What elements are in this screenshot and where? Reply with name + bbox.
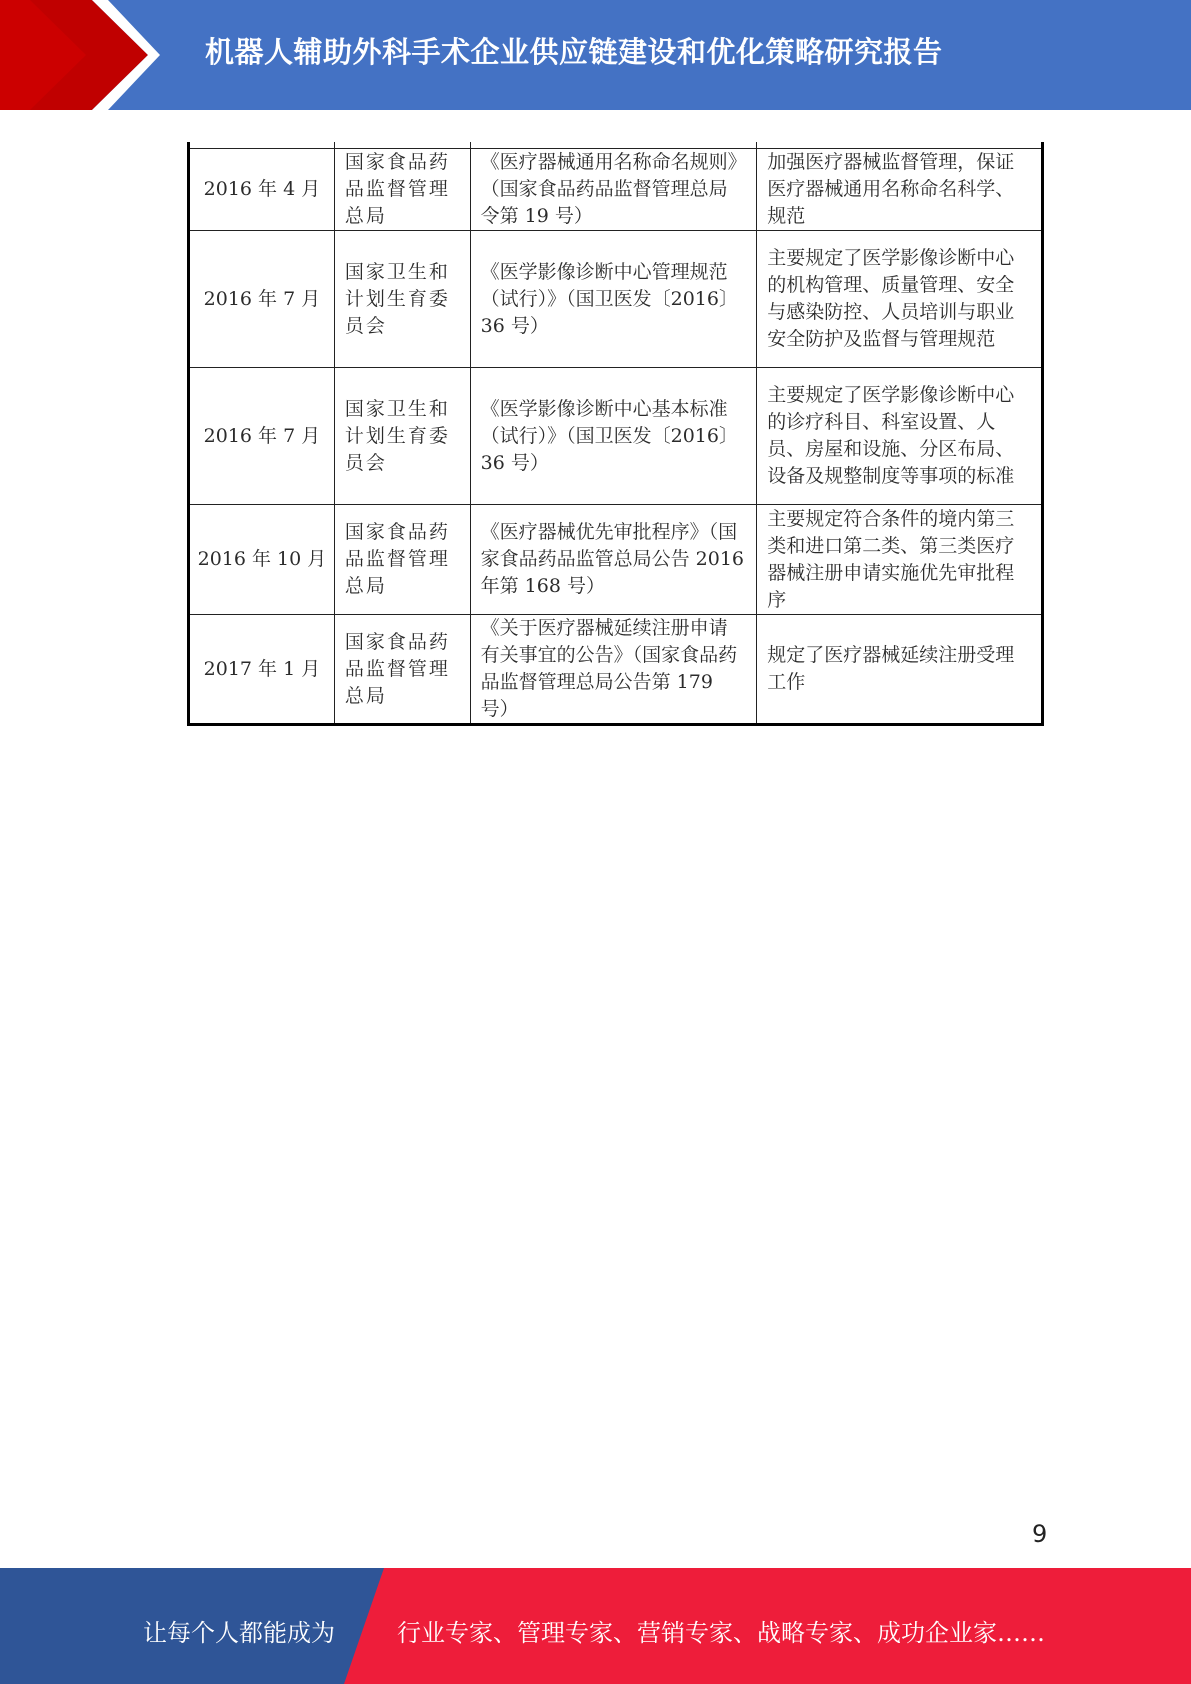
document-cell: 《医学影像诊断中心基本标准（试行）》（国卫医发〔2016〕36 号）	[470, 368, 757, 505]
table-row	[189, 149, 1043, 231]
table-row	[189, 505, 1043, 615]
date-cell: 2016 年 7 月	[189, 231, 335, 368]
description-cell: 主要规定符合条件的境内第三类和进口第二类、第三类医疗器械注册申请实施优先审批程序	[757, 505, 1043, 615]
department-cell: 国家卫生和计划生育委员会	[334, 231, 470, 368]
description-cell: 主要规定了医学影像诊断中心的诊疗科目、科室设置、人员、房屋和设施、分区布局、设备及规整制度等事项的标准	[757, 368, 1043, 505]
department-cell: 国家食品药品监督管理总局	[334, 505, 470, 615]
page-header	[0, 0, 1191, 110]
document-cell: 《关于医疗器械延续注册申请有关事宜的公告》（国家食品药品监督管理总局公告第 179 号）	[470, 615, 757, 725]
table-row	[189, 231, 1043, 368]
description-cell: 主要规定了医学影像诊断中心的机构管理、质量管理、安全与感染防控、人员培训与职业安全防护及监督与管理规范	[757, 231, 1043, 368]
date-cell: 2016 年 10 月	[189, 505, 335, 615]
description-cell: 加强医疗器械监督管理，保证医疗器械通用名称命名科学、规范	[757, 149, 1043, 231]
policy-table	[187, 142, 1044, 726]
department-cell: 国家食品药品监督管理总局	[334, 615, 470, 725]
document-cell: 《医疗器械通用名称命名规则》（国家食品药品监督管理总局令第 19 号）	[470, 149, 757, 231]
department-cell: 国家食品药品监督管理总局	[334, 149, 470, 231]
document-cell: 《医学影像诊断中心管理规范（试行）》（国卫医发〔2016〕36 号）	[470, 231, 757, 368]
date-cell: 2017 年 1 月	[189, 615, 335, 725]
page-number: 9	[1032, 1520, 1048, 1548]
footer-slogan-left: 让每个人都能成为	[143, 1619, 335, 1647]
date-cell: 2016 年 7 月	[189, 368, 335, 505]
table-row	[189, 368, 1043, 505]
description-cell: 规定了医疗器械延续注册受理工作	[757, 615, 1043, 725]
date-cell: 2016 年 4 月	[189, 149, 335, 231]
page-footer	[0, 1568, 1191, 1684]
header-chevron-logo	[0, 0, 160, 110]
footer-slogan-right: 行业专家、管理专家、营销专家、战略专家、成功企业家……	[397, 1619, 1045, 1647]
document-cell: 《医疗器械优先审批程序》（国家食品药品监管总局公告 2016 年第 168 号）	[470, 505, 757, 615]
report-title: 机器人辅助外科手术企业供应链建设和优化策略研究报告	[205, 35, 943, 69]
table-row	[189, 615, 1043, 725]
policy-table-container	[187, 142, 1044, 726]
department-cell: 国家卫生和计划生育委员会	[334, 368, 470, 505]
